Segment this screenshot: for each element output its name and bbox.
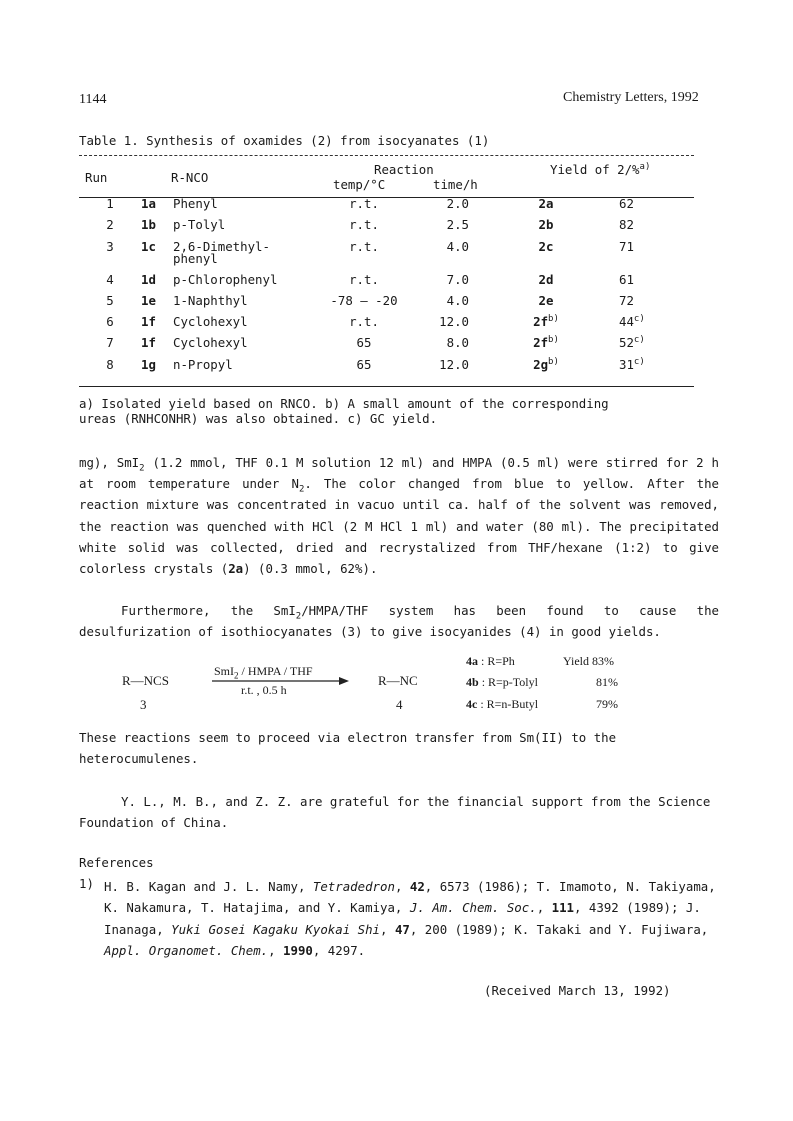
scheme-reactant: R—NCS [122, 673, 169, 688]
cell-temp: r.t. [349, 196, 379, 211]
cell-run: 3 [106, 238, 114, 254]
cell-run: 5 [106, 292, 114, 308]
cell-r-group [173, 357, 323, 378]
scheme-product-number: 4 [396, 697, 403, 712]
product-id: 2g [533, 356, 549, 372]
header-reaction: Reaction [374, 162, 434, 177]
cell-temp: -78 — -20 [330, 292, 398, 308]
cell-r-group [173, 293, 323, 314]
table-row [79, 357, 694, 378]
desulfurization-paragraph: Furthermore, the SmI$_2$/HMPA/THF system has been found to cause the desulfurization of isothiocyanates (3) to give isocyanides (4) in good yields. [79, 603, 720, 640]
yield-value: 62 [619, 196, 634, 211]
p2-b: /HMPA/THF system has been found to cause the desulfurization of isothiocyanates (3) to give isocyanides (4) in good yields. [79, 603, 720, 640]
p2-a: Furthermore, the SmI [121, 603, 296, 618]
product-id: 2d [538, 271, 554, 287]
header-run: Run [85, 170, 108, 185]
r-group-line-1: n-Propyl [173, 356, 233, 372]
table-caption: Table 1. Synthesis of oxamides (2) from isocyanates (1) [79, 133, 490, 148]
scheme-item-id: 4b [466, 675, 479, 689]
scheme-reactant-number: 3 [140, 697, 147, 712]
ref1-journal-3: Yuki Gosei Kagaku Kyokai Shi [171, 921, 381, 937]
cell-yield [605, 335, 694, 356]
ref1-m: , 200 (1989); K. Takaki and Y. Fujiwara, [409, 921, 709, 937]
cell-product [487, 335, 605, 356]
scheme-item-yield: Yield 83% [563, 654, 614, 668]
header-rnco: R-NCO [171, 170, 209, 185]
r-group-line-2: phenyl [173, 250, 218, 266]
product-note: b) [548, 356, 559, 367]
cell-temp: 65 [356, 356, 372, 372]
p1-e: ) (0.3 mmol, 62%). [243, 561, 378, 577]
cell-time: 2.0 [446, 196, 469, 211]
cell-yield [605, 293, 694, 314]
table-footnote-line-1: a) Isolated yield based on RNCO. b) A small amount of the corresponding [79, 396, 609, 411]
reagent-smi: SmI [214, 664, 235, 678]
p1-b: (1.2 mmol, THF 0.1 M solution 12 ml) and HMPA (0.5 ml) were stirred for 2 h at room temperature under N [79, 455, 719, 492]
ref1-o: , [268, 942, 284, 958]
cell-time: 7.0 [446, 271, 469, 287]
cell-run: 2 [106, 217, 114, 233]
cell-temp: r.t. [349, 314, 379, 330]
cell-yield [605, 239, 694, 272]
ref1-e: , 6573 (1986); T. Imamoto, N. Takiyama, K. Nakamura, T. Hatajima, and Y. Kamiya, [104, 879, 716, 916]
ref1-k: , [380, 921, 395, 937]
cell-compound: 1b [141, 217, 156, 233]
product-id: 2f [533, 314, 549, 330]
p1-compound-2a: 2a [228, 561, 244, 577]
yield-value: 61 [619, 271, 634, 287]
scheme-item-r: : R=n-Butyl [477, 697, 539, 711]
scheme-reagent: SmI$_2$ / HMPA / THF [214, 664, 313, 681]
cell-time: 12.0 [439, 356, 469, 372]
table-row [79, 314, 694, 335]
table-footnote-line-2: ureas (RNHCONHR) was also obtained. c) GC yield. [79, 411, 438, 426]
scheme-product-item [466, 675, 538, 690]
references-title: References [79, 855, 154, 870]
ref1-journal-4: Appl. Organomet. Chem. [104, 942, 269, 958]
scheme-item-id: 4c [466, 697, 478, 711]
product-id: 2e [538, 292, 554, 308]
cell-time: 12.0 [439, 314, 469, 330]
cell-time: 2.5 [446, 217, 469, 233]
table-bottom-rule [79, 386, 694, 387]
product-id: 2b [538, 217, 554, 233]
table-top-rule [79, 155, 694, 156]
table-row [79, 196, 694, 217]
cell-compound: 1g [141, 356, 156, 372]
scheme-item-r: : R=p-Tolyl [478, 675, 538, 689]
ref1-vol-1: 42 [409, 879, 425, 894]
yield-value: 31 [619, 356, 634, 372]
cell-temp: r.t. [349, 238, 379, 254]
cell-run: 4 [106, 271, 114, 287]
header-temp: temp/°C [333, 177, 386, 192]
journal-title: Chemistry Letters, 1992 [563, 90, 699, 105]
r-group-line-1: p-Chlorophenyl [173, 271, 278, 287]
reagent-rest: / HMPA / THF [238, 664, 313, 678]
table-row [79, 272, 694, 293]
cell-time: 8.0 [446, 335, 469, 351]
header-yield-text: Yield of 2/% [550, 162, 640, 177]
p1-a: mg), SmI [79, 455, 140, 470]
table-row [79, 293, 694, 314]
scheme-product-item [466, 654, 515, 669]
r-group-line-1: Cyclohexyl [173, 314, 248, 330]
ref1-a: H. B. Kagan and J. L. Namy, [104, 879, 313, 894]
yield-note: c) [633, 314, 645, 325]
cell-time: 4.0 [446, 292, 469, 308]
scheme-product-item [466, 697, 538, 712]
cell-run: 8 [106, 356, 114, 372]
yield-value: 72 [619, 292, 634, 308]
yield-note: c) [633, 335, 645, 346]
cell-temp: r.t. [349, 217, 379, 233]
cell-compound: 1d [141, 271, 156, 287]
reference-1-number: 1) [79, 876, 94, 891]
table-row [79, 239, 694, 272]
cell-product [487, 239, 605, 272]
product-id: 2a [538, 196, 554, 211]
scheme-conditions: r.t. , 0.5 h [241, 683, 287, 697]
cell-run: 1 [106, 196, 114, 211]
ref1-i: , 4392 (1989); J. Inanaga, [104, 900, 701, 937]
cell-r-group [173, 314, 323, 335]
cell-product [487, 314, 605, 335]
ref1-journal-2: J. Am. Chem. Soc. [409, 900, 537, 916]
ref1-g: , [536, 900, 552, 916]
header-time: time/h [433, 177, 478, 192]
r-group-line-1: 2,6-Dimethyl- [173, 238, 270, 254]
r-group-line-1: 1-Naphthyl [173, 292, 248, 308]
cell-product [487, 272, 605, 293]
table-row [79, 335, 694, 356]
scheme-item-yield: 81% [596, 675, 618, 689]
synthesis-table [79, 196, 694, 378]
cell-yield [605, 217, 694, 238]
scheme-item-r: : R=Ph [478, 654, 515, 668]
yield-value: 71 [619, 238, 634, 254]
product-id: 2f [533, 335, 549, 351]
ref1-q: , 4297. [312, 942, 366, 958]
acknowledgment-paragraph: Y. L., M. B., and Z. Z. are grateful for the financial support from the Science Foundation of China. [79, 794, 711, 831]
scheme-product: R—NC [378, 673, 418, 688]
mechanism-paragraph: These reactions seem to proceed via electron transfer from Sm(II) to the heterocumulenes. [79, 730, 617, 767]
scheme-item-id: 4a [466, 654, 478, 668]
table-row [79, 217, 694, 238]
cell-compound: 1a [141, 196, 156, 211]
cell-r-group [173, 217, 323, 238]
r-group-line-1: p-Tolyl [173, 217, 226, 233]
cell-run: 7 [106, 335, 114, 351]
yield-value: 52 [619, 335, 634, 351]
r-group-line-1: Cyclohexyl [173, 335, 248, 351]
ref1-vol-2: 111 [551, 900, 574, 916]
ref1-vol-4: 1990 [283, 942, 313, 958]
ref1-c: , [394, 879, 410, 894]
scheme-item-yield: 79% [596, 697, 618, 711]
cell-yield [605, 196, 694, 217]
ref1-vol-3: 47 [394, 921, 410, 937]
received-date: (Received March 13, 1992) [484, 983, 671, 998]
cell-temp: 65 [356, 335, 372, 351]
cell-product [487, 196, 605, 217]
cell-r-group [173, 272, 323, 293]
cell-run: 6 [106, 314, 114, 330]
experimental-paragraph: mg), SmI$_2$ (1.2 mmol, THF 0.1 M solution 12 ml) and HMPA (0.5 ml) were stirred for 2 h at room temperature under $N_2$. The color changed from blue to yellow. After the reaction mixture was concentrated in vacuo until ca. half of the solvent was removed, the reaction was quenched with HCl (2 M HCl 1 ml) and water (80 ml). The precipitated white solid was collected, dried and recrystalized from THF/hexane (1:2) to give colorless crystals (2a) (0.3 mmol, 62%). [79, 455, 719, 577]
reference-1 [104, 876, 718, 961]
cell-time: 4.0 [446, 238, 469, 254]
cell-yield [605, 314, 694, 335]
cell-r-group [173, 239, 323, 272]
yield-value: 44 [619, 314, 634, 330]
header-yield [550, 162, 650, 177]
yield-value: 82 [619, 217, 634, 233]
cell-compound: 1e [141, 292, 156, 308]
cell-compound: 1f [141, 314, 156, 330]
cell-product [487, 357, 605, 378]
product-id: 2c [538, 238, 554, 254]
ref1-journal-1: Tetradedron [312, 879, 395, 894]
cell-compound: 1f [141, 335, 156, 351]
r-group-line-1: Phenyl [173, 196, 218, 211]
cell-product [487, 217, 605, 238]
product-note: b) [548, 314, 559, 325]
cell-compound: 1c [141, 238, 156, 254]
header-yield-note: a) [639, 161, 651, 172]
cell-yield [605, 357, 694, 378]
cell-product [487, 293, 605, 314]
yield-note: c) [633, 356, 645, 367]
product-note: b) [548, 335, 559, 346]
cell-temp: r.t. [349, 271, 379, 287]
cell-yield [605, 272, 694, 293]
p1-c: . The color changed from blue to yellow. After the reaction mixture was concentrated in vacuo until ca. half of the solvent was removed, the reaction was quenched with HCl (2 M HCl 1 ml) and water (80 ml). The precipitated white solid was collected, dried and recrystalized from THF/hexane (1:2) to give colorless crystals ( [79, 476, 719, 577]
cell-r-group [173, 196, 323, 217]
page-number: 1144 [79, 92, 107, 107]
cell-r-group [173, 335, 323, 356]
